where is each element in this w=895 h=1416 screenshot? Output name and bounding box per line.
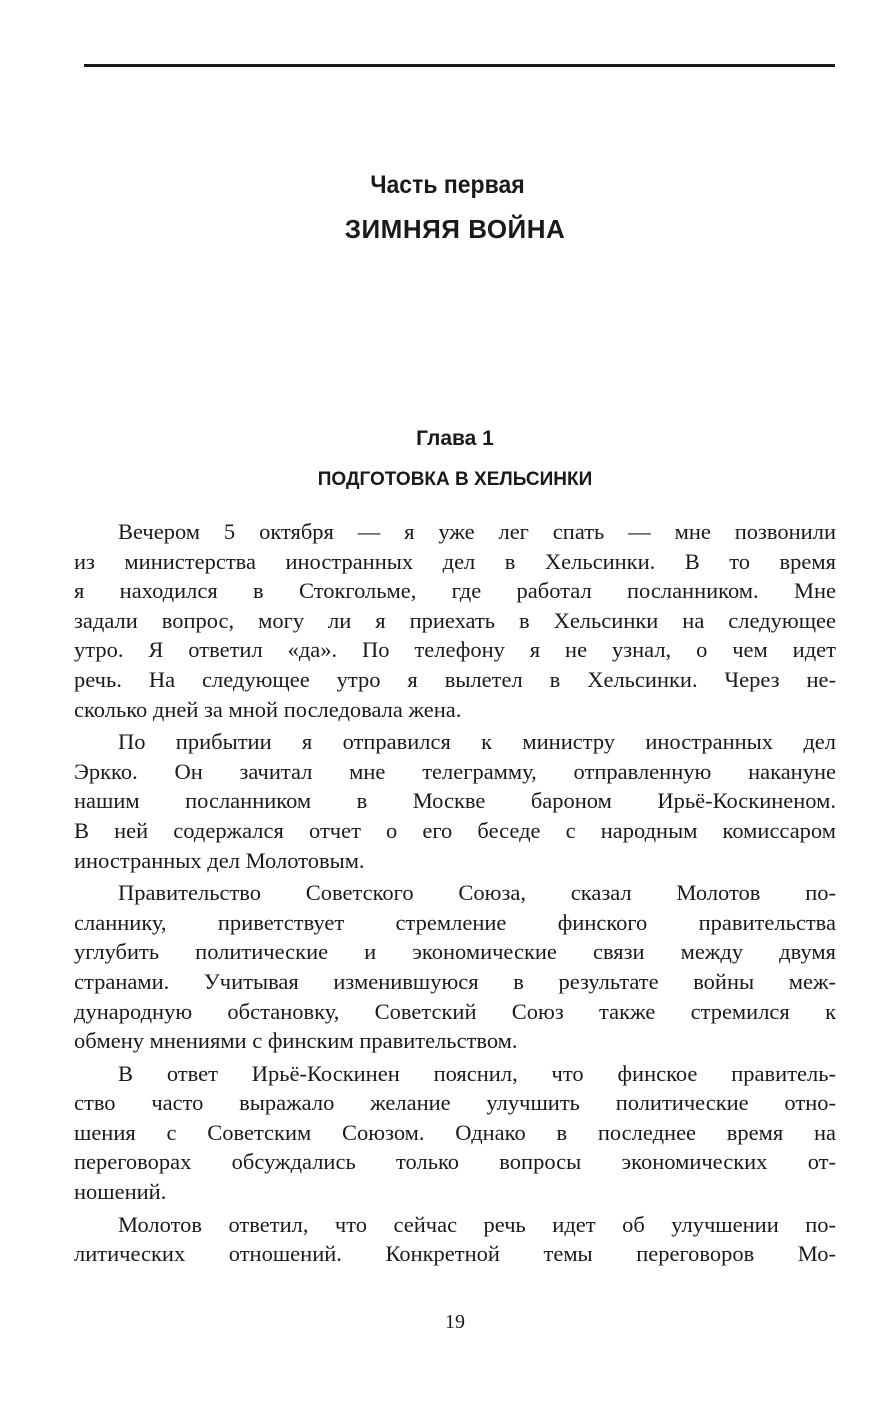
text-line: По прибытии я отправился к министру иностранных дел	[118, 729, 836, 755]
text-line: Эркко. Он зачитал мне телеграмму, отправленную накануне	[74, 758, 836, 784]
text-line: Вечером 5 октября — я уже лег спать — мне позвонили	[118, 519, 836, 544]
text-line: нашим посланником в Москве бароном Ирьё-Коскиненом.	[74, 788, 836, 814]
text-line: сколько дней за мной последовала жена.	[74, 696, 462, 722]
text-line: переговорах обсуждались только вопросы экономических от-	[74, 1149, 836, 1175]
text-line: утро. Я ответил «да». По телефону я не узнал, о чем идет	[74, 637, 836, 663]
text-line: иностранных дел Молотовым.	[74, 847, 365, 873]
text-line: обмену мнениями с финским правительством.	[74, 1028, 518, 1054]
text-line: ство часто выражало желание улучшить политические отно-	[74, 1090, 836, 1116]
paragraph	[74, 1210, 836, 1269]
paragraph	[74, 727, 836, 875]
part-title: ЗИМНЯЯ ВОЙНА	[344, 214, 566, 244]
text-line: речь. На следующее утро я вылетел в Хельсинки. Через не-	[74, 666, 836, 692]
text-line: из министерства иностранных дел в Хельсинки. В то время	[74, 548, 836, 574]
paragraph	[74, 878, 836, 1056]
paragraph	[74, 517, 836, 724]
text-line: В ней содержался отчет о его беседе с народным комиссаром	[74, 817, 836, 843]
text-line: странами. Учитывая изменившуюся в результате войны меж-	[74, 968, 836, 994]
text-line: В ответ Ирьё-Коскинен пояснил, что финское правитель-	[118, 1060, 836, 1086]
part-label: Часть первая	[370, 171, 525, 199]
top-rule	[84, 64, 835, 67]
text-line: шения с Советским Союзом. Однако в последнее время на	[74, 1119, 836, 1145]
text-line: я находился в Стокгольме, где работал посланником. Мне	[74, 578, 836, 604]
chapter-label: Глава 1	[416, 427, 494, 450]
text-line: задали вопрос, могу ли я приехать в Хельсинки на следующее	[74, 607, 836, 633]
text-line: углубить политические и экономические связи между двумя	[74, 939, 836, 965]
text-line: сланнику, приветствует стремление финского правительства	[74, 909, 836, 935]
text-line: дународную обстановку, Советский Союз также стремился к	[74, 998, 836, 1024]
page-number: 19	[445, 1311, 465, 1333]
chapter-title: ПОДГОТОВКА В ХЕЛЬСИНКИ	[317, 469, 593, 490]
text-line: Молотов ответил, что сейчас речь идет об улучшении по-	[118, 1211, 836, 1237]
text-line: Правительство Советского Союза, сказал Молотов по-	[118, 880, 836, 906]
body-text	[74, 517, 836, 1269]
text-line: литических отношений. Конкретной темы переговоров Мо-	[74, 1241, 836, 1267]
text-line: ношений.	[74, 1179, 167, 1205]
paragraph	[74, 1059, 836, 1207]
